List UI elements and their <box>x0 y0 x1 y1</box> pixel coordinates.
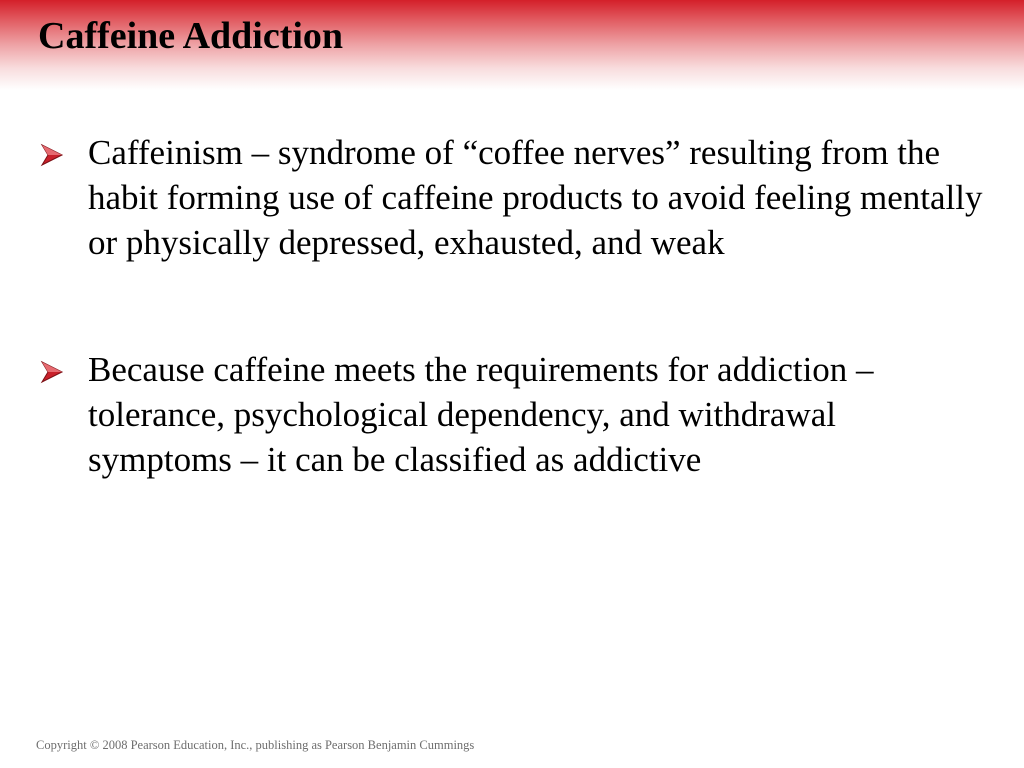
arrowhead-bullet-icon <box>40 360 64 384</box>
bullet-list <box>0 130 1024 482</box>
bullet-text: Because caffeine meets the requirements for addiction – tolerance, psychological dependency, and withdrawal symptoms – it can be classified as addictive <box>88 350 874 479</box>
arrowhead-bullet-icon <box>40 143 64 167</box>
copyright-footer: Copyright © 2008 Pearson Education, Inc., publishing as Pearson Benjamin Cummings <box>36 738 475 752</box>
slide-title: Caffeine Addiction <box>38 15 344 57</box>
bullet-item <box>0 130 988 265</box>
bullet-text: Caffeinism – syndrome of “coffee nerves” resulting from the habit forming use of caffeine products to avoid feeling mentally or physically depressed, exhausted, and weak <box>88 133 983 262</box>
bullet-item <box>0 347 988 482</box>
